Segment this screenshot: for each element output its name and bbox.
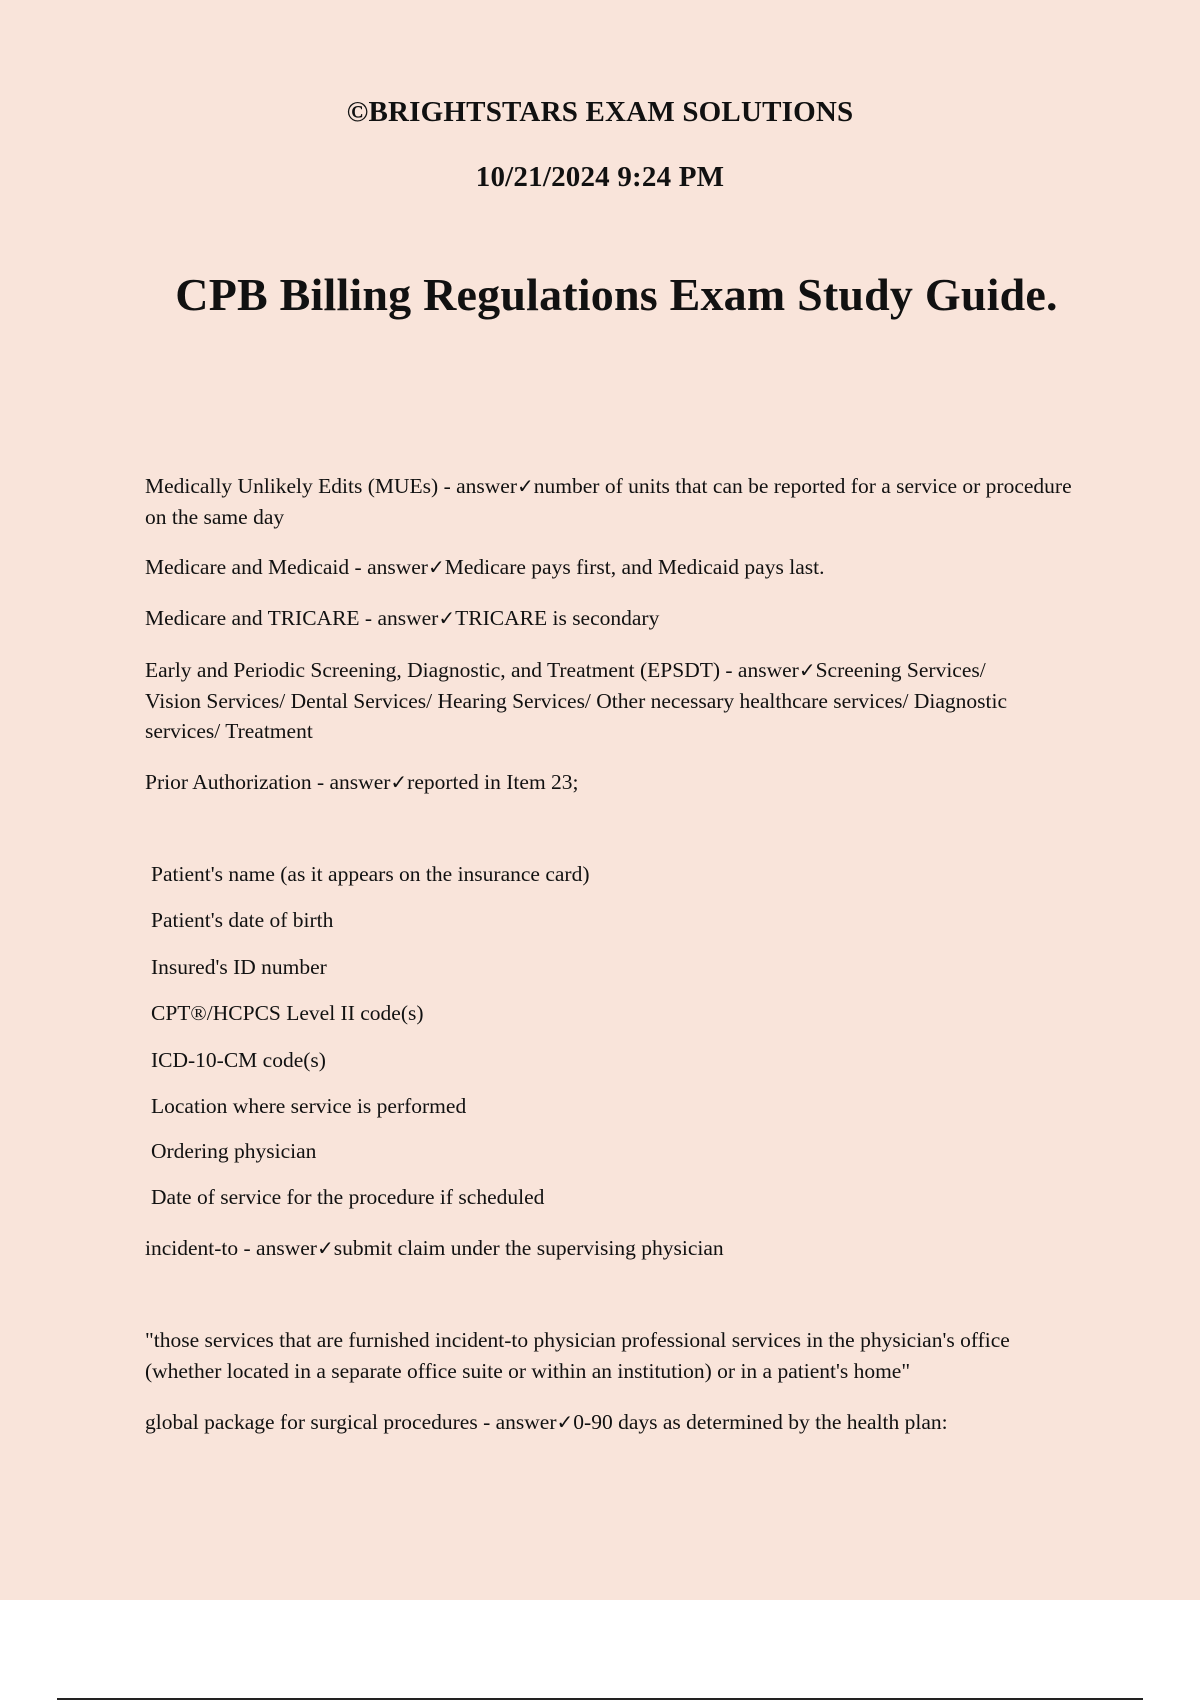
entry-term: Medicare and Medicaid - answer (145, 555, 428, 579)
prior-auth-item: Location where service is performed (151, 1094, 467, 1118)
entry-term: global package for surgical procedures - answer (145, 1410, 557, 1434)
check-icon: ✓ (517, 474, 534, 498)
entry-answer: number of units that can be reported for a service or procedure on the same day (145, 474, 1072, 529)
document-title: CPB Billing Regulations Exam Study Guide. (175, 269, 1058, 320)
header-datetime: 10/21/2024 9:24 PM (475, 161, 725, 193)
entry-medicare-medicaid (145, 552, 1095, 583)
prior-auth-item: Patient's date of birth (151, 908, 334, 932)
entry-answer: TRICARE is secondary (455, 606, 660, 630)
entry-global-package (145, 1407, 1095, 1438)
entry-prior-authorization (145, 767, 1095, 798)
check-icon: ✓ (798, 658, 816, 682)
prior-auth-item: Date of service for the procedure if scheduled (151, 1185, 545, 1209)
entry-term: Prior Authorization - answer (145, 770, 391, 794)
check-icon: ✓ (427, 555, 445, 579)
entry-epsdt (145, 655, 1030, 747)
entry-answer: 0-90 days as determined by the health plan: (573, 1410, 948, 1434)
entry-incident-to (145, 1233, 1095, 1264)
incident-to-quote: "those services that are furnished incident-to physician professional services in the physician's office (whether located in a separate office suite or within an institution) or in a patient's home" (145, 1328, 1010, 1383)
entry-answer: Medicare pays first, and Medicaid pays last. (444, 555, 825, 579)
entry-mues (145, 471, 1095, 532)
prior-auth-item: CPT®/HCPCS Level II code(s) (151, 1001, 424, 1025)
entry-term: Medically Unlikely Edits (MUEs) - answer (145, 474, 517, 498)
entry-term: incident-to - answer (145, 1236, 317, 1260)
prior-auth-item: ICD-10-CM code(s) (151, 1048, 326, 1072)
header-brand: ©BRIGHTSTARS EXAM SOLUTIONS (346, 96, 854, 128)
check-icon: ✓ (556, 1410, 574, 1434)
entry-medicare-tricare (145, 603, 1095, 634)
prior-auth-item: Ordering physician (151, 1139, 317, 1163)
check-icon: ✓ (438, 606, 456, 630)
entry-term: Medicare and TRICARE - answer (145, 606, 439, 630)
entry-answer: Screening Services/ Vision Services/ Dental Services/ Hearing Services/ Other necessary healthcare services/ Diagnostic services/ Treatment (145, 658, 1007, 743)
entry-answer: submit claim under the supervising physician (333, 1236, 724, 1260)
entry-term: Early and Periodic Screening, Diagnostic, and Treatment (EPSDT) - answer (145, 658, 799, 682)
prior-auth-item: Insured's ID number (151, 955, 327, 979)
prior-auth-item: Patient's name (as it appears on the insurance card) (151, 862, 590, 886)
entry-answer: reported in Item 23; (407, 770, 579, 794)
check-icon: ✓ (390, 770, 408, 794)
check-icon: ✓ (316, 1236, 334, 1260)
